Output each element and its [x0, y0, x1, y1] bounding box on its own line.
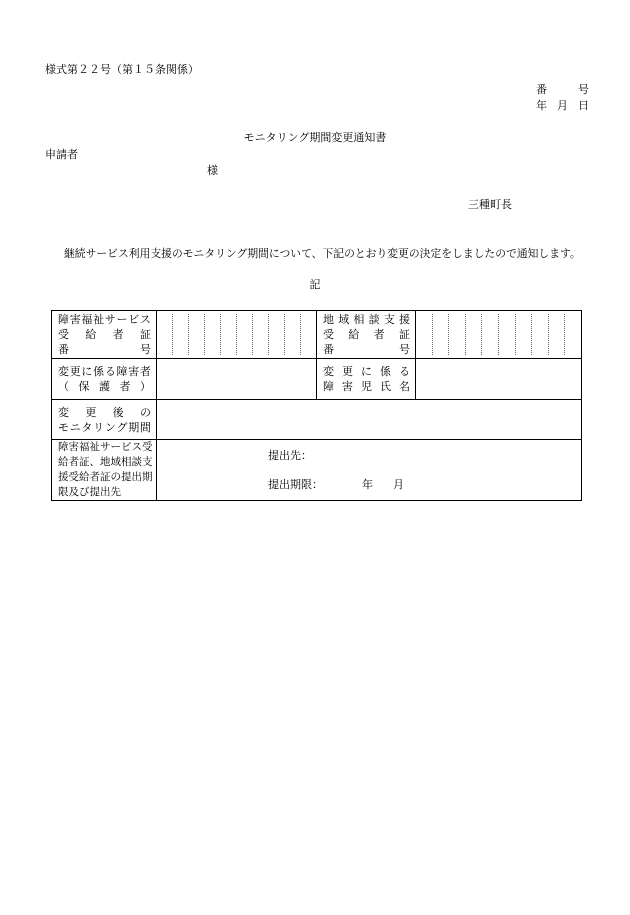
label-line: 援受給者証の提出期	[58, 471, 153, 483]
honorific-sama: 様	[207, 164, 218, 177]
label-line	[58, 420, 151, 435]
label-char: 月	[557, 99, 568, 112]
notice-body-text: 継続サービス利用支援のモニタリング期間について、下記のとおり変更の決定をしましたので通知します。	[64, 247, 581, 260]
label-line	[58, 312, 151, 327]
details-table	[51, 310, 582, 501]
label-line	[58, 379, 151, 394]
submission-value-cell	[157, 440, 582, 501]
digit-box	[531, 314, 548, 355]
label-char: の	[139, 405, 151, 419]
label-char: 相	[353, 313, 365, 326]
label-char: 祉	[93, 313, 105, 326]
digit-box	[268, 314, 284, 355]
deadline-month-label: 月	[393, 478, 404, 491]
label-char: 害	[128, 365, 140, 378]
document-number-label	[536, 83, 589, 97]
digit-box	[416, 314, 432, 355]
label-char: 害	[342, 380, 353, 393]
label-char: 者	[119, 380, 131, 393]
label-char: 受	[58, 328, 69, 341]
label-char: 児	[361, 380, 372, 393]
digit-box	[220, 314, 236, 355]
label-char: 給	[85, 328, 97, 341]
label-char: 号	[140, 343, 151, 356]
label-char: 番	[58, 343, 69, 356]
label-line	[323, 364, 410, 379]
submission-details	[157, 441, 581, 499]
digit-box	[172, 314, 188, 355]
label-char: 給	[348, 328, 360, 341]
label-line	[323, 312, 410, 327]
label-char: 受	[323, 328, 334, 341]
label-char: 談	[368, 313, 380, 326]
digit-box	[481, 314, 498, 355]
label-char: 番	[323, 343, 334, 356]
note-heading: 記	[309, 278, 321, 291]
label-char: 支	[383, 313, 395, 326]
label-char: 害	[69, 313, 81, 326]
label-line	[323, 327, 410, 342]
label-char: （	[58, 380, 69, 393]
document-date-label	[536, 99, 589, 113]
label-char: 保	[78, 380, 90, 393]
disabled-person-value-cell	[157, 359, 317, 400]
applicant-label: 申請者	[45, 148, 78, 161]
label-char: グ	[116, 420, 128, 434]
label-char: 年	[536, 99, 547, 112]
label-char: 援	[398, 313, 410, 326]
label-char: 日	[578, 99, 589, 112]
label-char: る	[399, 365, 410, 378]
label-char: 証	[398, 328, 410, 341]
label-char: 更	[69, 365, 81, 378]
label-char: ン	[104, 420, 116, 434]
label-char: 変	[58, 405, 69, 419]
label-line	[58, 327, 151, 342]
label-char: 者	[112, 328, 124, 341]
label-line	[323, 342, 410, 357]
label-char: 者	[139, 365, 151, 378]
label-line: 限及び提出先	[58, 486, 121, 498]
label-char: 更	[342, 365, 353, 378]
digit-box	[548, 314, 565, 355]
label-char: 障	[58, 313, 69, 326]
deadline-label: 提出期限：	[268, 478, 323, 491]
label-char: に	[81, 365, 93, 378]
label-char: 間	[139, 420, 151, 434]
welfare-certificate-label-cell	[52, 311, 157, 359]
label-char: 名	[399, 380, 410, 393]
digit-box	[465, 314, 482, 355]
label-char: 更	[85, 405, 97, 419]
new-period-label-cell	[52, 400, 157, 440]
label-char: 氏	[380, 380, 391, 393]
issuer-name: 三種町長	[468, 198, 512, 211]
label-char: モ	[58, 420, 69, 434]
submission-label-cell	[52, 440, 157, 501]
label-char: タ	[81, 420, 93, 434]
consultation-certificate-label-cell	[317, 311, 416, 359]
label-char: 証	[139, 328, 151, 341]
label-char: 係	[93, 365, 105, 378]
digit-box	[284, 314, 300, 355]
table-row-new-period	[52, 400, 582, 440]
label-char: 障	[323, 380, 334, 393]
label-char: 変	[323, 365, 334, 378]
disabled-person-label-cell	[52, 359, 157, 400]
digit-box	[157, 314, 172, 355]
label-line: 障害福祉サービス受	[58, 441, 153, 453]
digit-box	[498, 314, 515, 355]
label-char: リ	[93, 420, 105, 434]
label-char: 号	[578, 83, 589, 96]
label-char: 護	[99, 380, 110, 393]
digit-box	[448, 314, 465, 355]
digit-box	[300, 314, 316, 355]
label-char: 号	[399, 343, 410, 356]
digit-box	[432, 314, 449, 355]
label-char: 変	[58, 365, 69, 378]
digit-box	[515, 314, 532, 355]
label-char: 番	[536, 83, 547, 96]
digit-boxes	[157, 314, 316, 355]
label-char: 後	[112, 405, 124, 419]
label-char: ）	[140, 380, 151, 393]
digit-boxes	[416, 314, 581, 355]
consultation-certificate-number-cell	[416, 311, 582, 359]
label-char: ニ	[69, 420, 81, 434]
form-number: 様式第２２号（第１５条関係）	[45, 63, 199, 76]
child-name-value-cell	[416, 359, 582, 400]
label-char: 者	[373, 328, 385, 341]
welfare-certificate-number-cell	[157, 311, 317, 359]
label-char: ス	[139, 313, 151, 326]
label-line	[58, 405, 151, 420]
label-char: る	[104, 365, 116, 378]
table-row-names	[52, 359, 582, 400]
label-line	[58, 364, 151, 379]
deadline-year-label: 年	[362, 478, 373, 491]
digit-box	[188, 314, 204, 355]
label-char: 域	[338, 313, 350, 326]
label-line: 給者証、地域相談支	[58, 456, 153, 468]
label-char: 係	[380, 365, 391, 378]
label-char: ー	[116, 313, 128, 326]
table-row-certificate-numbers	[52, 311, 582, 359]
new-period-value-cell	[157, 400, 582, 440]
label-char: サ	[104, 313, 116, 326]
label-line	[58, 342, 151, 357]
destination-label: 提出先：	[268, 449, 312, 462]
label-char: 期	[128, 420, 140, 434]
label-char: 障	[116, 365, 128, 378]
label-char: 福	[81, 313, 93, 326]
label-char: ビ	[128, 313, 140, 326]
digit-box	[252, 314, 268, 355]
digit-box	[204, 314, 220, 355]
label-char: 地	[323, 313, 334, 326]
label-char: に	[361, 365, 372, 378]
document-title: モニタリング期間変更通知書	[243, 131, 387, 144]
digit-box	[564, 314, 581, 355]
label-line	[323, 379, 410, 394]
digit-box	[236, 314, 252, 355]
table-row-submission	[52, 440, 582, 501]
child-name-label-cell	[317, 359, 416, 400]
